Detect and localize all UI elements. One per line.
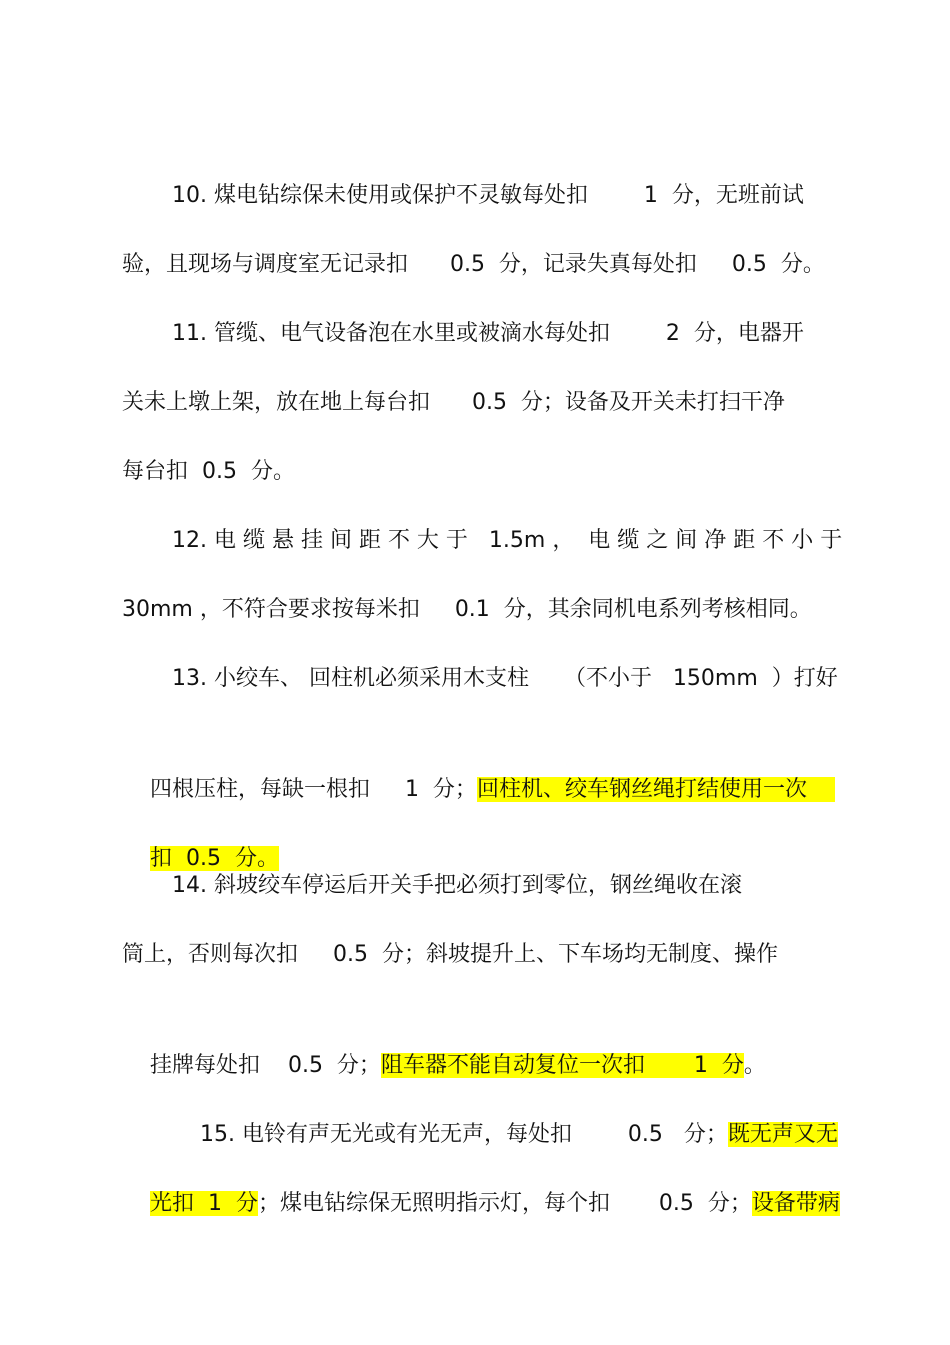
text-line	[172, 1072, 838, 1147]
highlighted-text: 既无声又无	[727, 1122, 838, 1147]
text-line: 30mm ，不符合要求按每米扣 0.1 分，其余同机电系列考核相同。	[122, 597, 812, 622]
text-line: 13. 小绞车、 回柱机必须采用木支柱 （不小于 150mm ）打好	[172, 666, 838, 691]
highlighted-text: 阻车器不能自动复位一次扣 1 分	[380, 1053, 744, 1078]
text-line: 每台扣 0.5 分。	[122, 459, 295, 484]
text-segment: 挂牌每处扣 0.5 分；	[149, 1053, 381, 1078]
text-line	[122, 1003, 766, 1078]
text-segment: 四根压柱，每缺一根扣 1 分；	[149, 777, 477, 802]
highlighted-text: 回柱机、绞车钢丝绳打结使用一次	[476, 777, 835, 802]
text-segment: ；煤电钻综保无照明指示灯，每个扣 0.5 分；	[257, 1191, 752, 1216]
text-line: 验，且现场与调度室无记录扣 0.5 分，记录失真每处扣 0.5 分。	[122, 252, 825, 277]
text-line: 关未上墩上架，放在地上每台扣 0.5 分；设备及开关未打扫干净	[122, 390, 785, 415]
highlighted-text: 设备带病	[751, 1191, 840, 1216]
text-line	[122, 796, 279, 871]
highlighted-text: 光扣 1 分	[149, 1191, 258, 1216]
text-segment: 。	[743, 1053, 766, 1078]
text-line: 10. 煤电钻综保未使用或保护不灵敏每处扣 1 分，无班前试	[172, 183, 804, 208]
highlighted-text: 扣 0.5 分。	[149, 846, 279, 871]
text-line	[122, 727, 835, 802]
text-line	[122, 1141, 840, 1216]
text-line: 14. 斜坡绞车停运后开关手把必须打到零位，钢丝绳收在滚	[172, 873, 742, 898]
text-line: 11. 管缆、电气设备泡在水里或被滴水每处扣 2 分，电器开	[172, 321, 804, 346]
text-segment: 15. 电铃有声无光或有光无声，每处扣 0.5 分；	[199, 1122, 728, 1147]
text-line: 12. 电 缆 悬 挂 间 距 不 大 于 1.5m ， 电 缆 之 间 净 距 不 小 于	[172, 528, 843, 553]
text-line: 筒上，否则每次扣 0.5 分；斜坡提升上、下车场均无制度、操作	[122, 942, 778, 967]
